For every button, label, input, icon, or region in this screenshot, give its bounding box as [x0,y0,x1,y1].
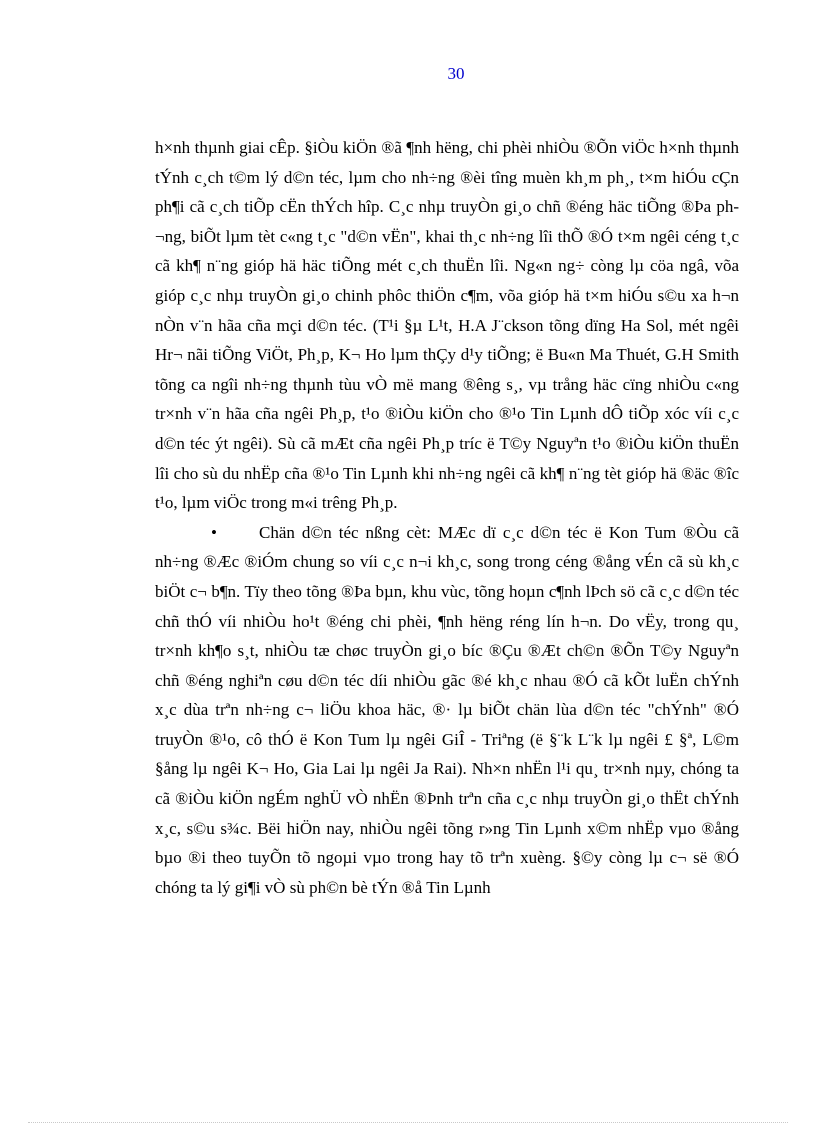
paragraph: h×nh thµnh giai cÊp. §iÒu kiÖn ®ã ¶nh hëng, chi phèi nhiÒu ®Õn viÖc h×nh thµnh tÝnh c¸ch t©m lý d©n téc, lµm cho nh÷ng ®èi tîng muèn kh¸m ph¸, t×m hiÓu cÇn ph¶i cã c¸ch tiÕp cËn thÝch hîp. C¸c nhµ truyÒn gi¸o chñ ®éng häc tiÕng ®Þa ph¬ng, biÕt lµm tèt c«ng t¸c "d©n vËn", khai th¸c nh÷ng lîi thÕ ®Ó t×m ngêi céng t¸c cã kh¶ n¨ng gióp hä häc tiÕng mét c¸ch thuËn lîi. Ng«n ng÷ còng lµ cöa ngâ, võa gióp c¸c nhµ truyÒn gi¸o chinh phôc thiÖn c¶m, võa gióp hä t×m hiÓu s©u xa h¬n nÒn v¨n hãa cña mçi d©n téc. (T¹i §µ L¹t, H.A J¨ckson tõng dïng Ha Sol, mét ngêi Hr¬ nãi tiÕng ViÖt, Ph¸p, K¬ Ho lµm thÇy d¹y tiÕng; ë Bu«n Ma Thuét, G.H Smith tõng ca ngîi nh÷ng thµnh tùu vÒ më mang ®êng s¸, vµ trång häc cïng nhiÒu c«ng tr×nh v¨n hãa cña ngêi Ph¸p, t¹o ®iÒu kiÖn cho ®¹o Tin Lµnh dÔ tiÕp xóc víi c¸c d©n téc ýt ngêi). Sù cã mÆt cña ngêi Ph¸p tríc ë T©y Nguyªn t¹o ®iÒu kiÖn thuËn lîi cho sù du nhËp cña ®¹o Tin Lµnh khi nh÷ng ngêi cã kh¶ n¨ng tèt gióp hä ®äc ®îc t¹o, lµm viÖc trong m«i trêng Ph¸p. [155,138,739,513]
bullet-point: • [211,522,217,542]
bullet-paragraph [155,518,739,903]
page-number: 30 [447,64,465,83]
bullet-paragraph-text: Chän d©n téc nßng cèt: MÆc dï c¸c d©n téc ë Kon Tum ®Òu cã nh÷ng ®Æc ®iÓm chung so víi c¸c n¬i kh¸c, song trong céng ®ång vÉn cã sù kh¸c biÖt c¬ b¶n. Tïy theo tõng ®Þa bµn, khu vùc, tõng hoµn c¶nh lÞch sö cã c¸c d©n téc chñ thÓ víi nhiÒu ho¹t ®éng chi phèi, ¶nh hëng réng lín h¬n. Do vËy, trong qu¸ tr×nh kh¶o s¸t, nhiÒu tæ chøc truyÒn gi¸o bíc ®Çu ®Æt ch©n ®Õn T©y Nguyªn chñ ®éng nghiªn cøu d©n téc díi nhiÒu gãc ®é kh¸c nhau ®Ó cã kÕt luËn chÝnh x¸c dùa trªn nh÷ng c¬ liÖu khoa häc, ®· lµ biÕt chän lùa d©n téc "chÝnh" ®Ó truyÒn ®¹o, cô thÓ ë Kon Tum lµ ngêi GiÎ - Triªng (ë §¨k L¨k lµ ngêi £ §ª, L©m §ång lµ ngêi K¬ Ho, Gia Lai lµ ngêi Ja Rai). Nh×n nhËn l¹i qu¸ tr×nh nµy, chóng ta cã ®iÒu kiÖn ngÉm nghÜ vÒ nhËn ®Þnh trªn cña c¸c nhµ truyÒn gi¸o thËt chÝnh x¸c, s©u s¾c. Bëi hiÖn nay, nhiÒu ngêi tõng r»ng Tin Lµnh x©m nhËp vµo ®ång bµo ®i theo tuyÕn tõ ngoµi vµo trong hay tõ trªn xuèng. §©y còng lµ c¬ së ®Ó chóng ta lý gi¶i vÒ sù ph©n bè tÝn ®å Tin Lµnh [155,522,739,897]
document-body [155,133,739,902]
